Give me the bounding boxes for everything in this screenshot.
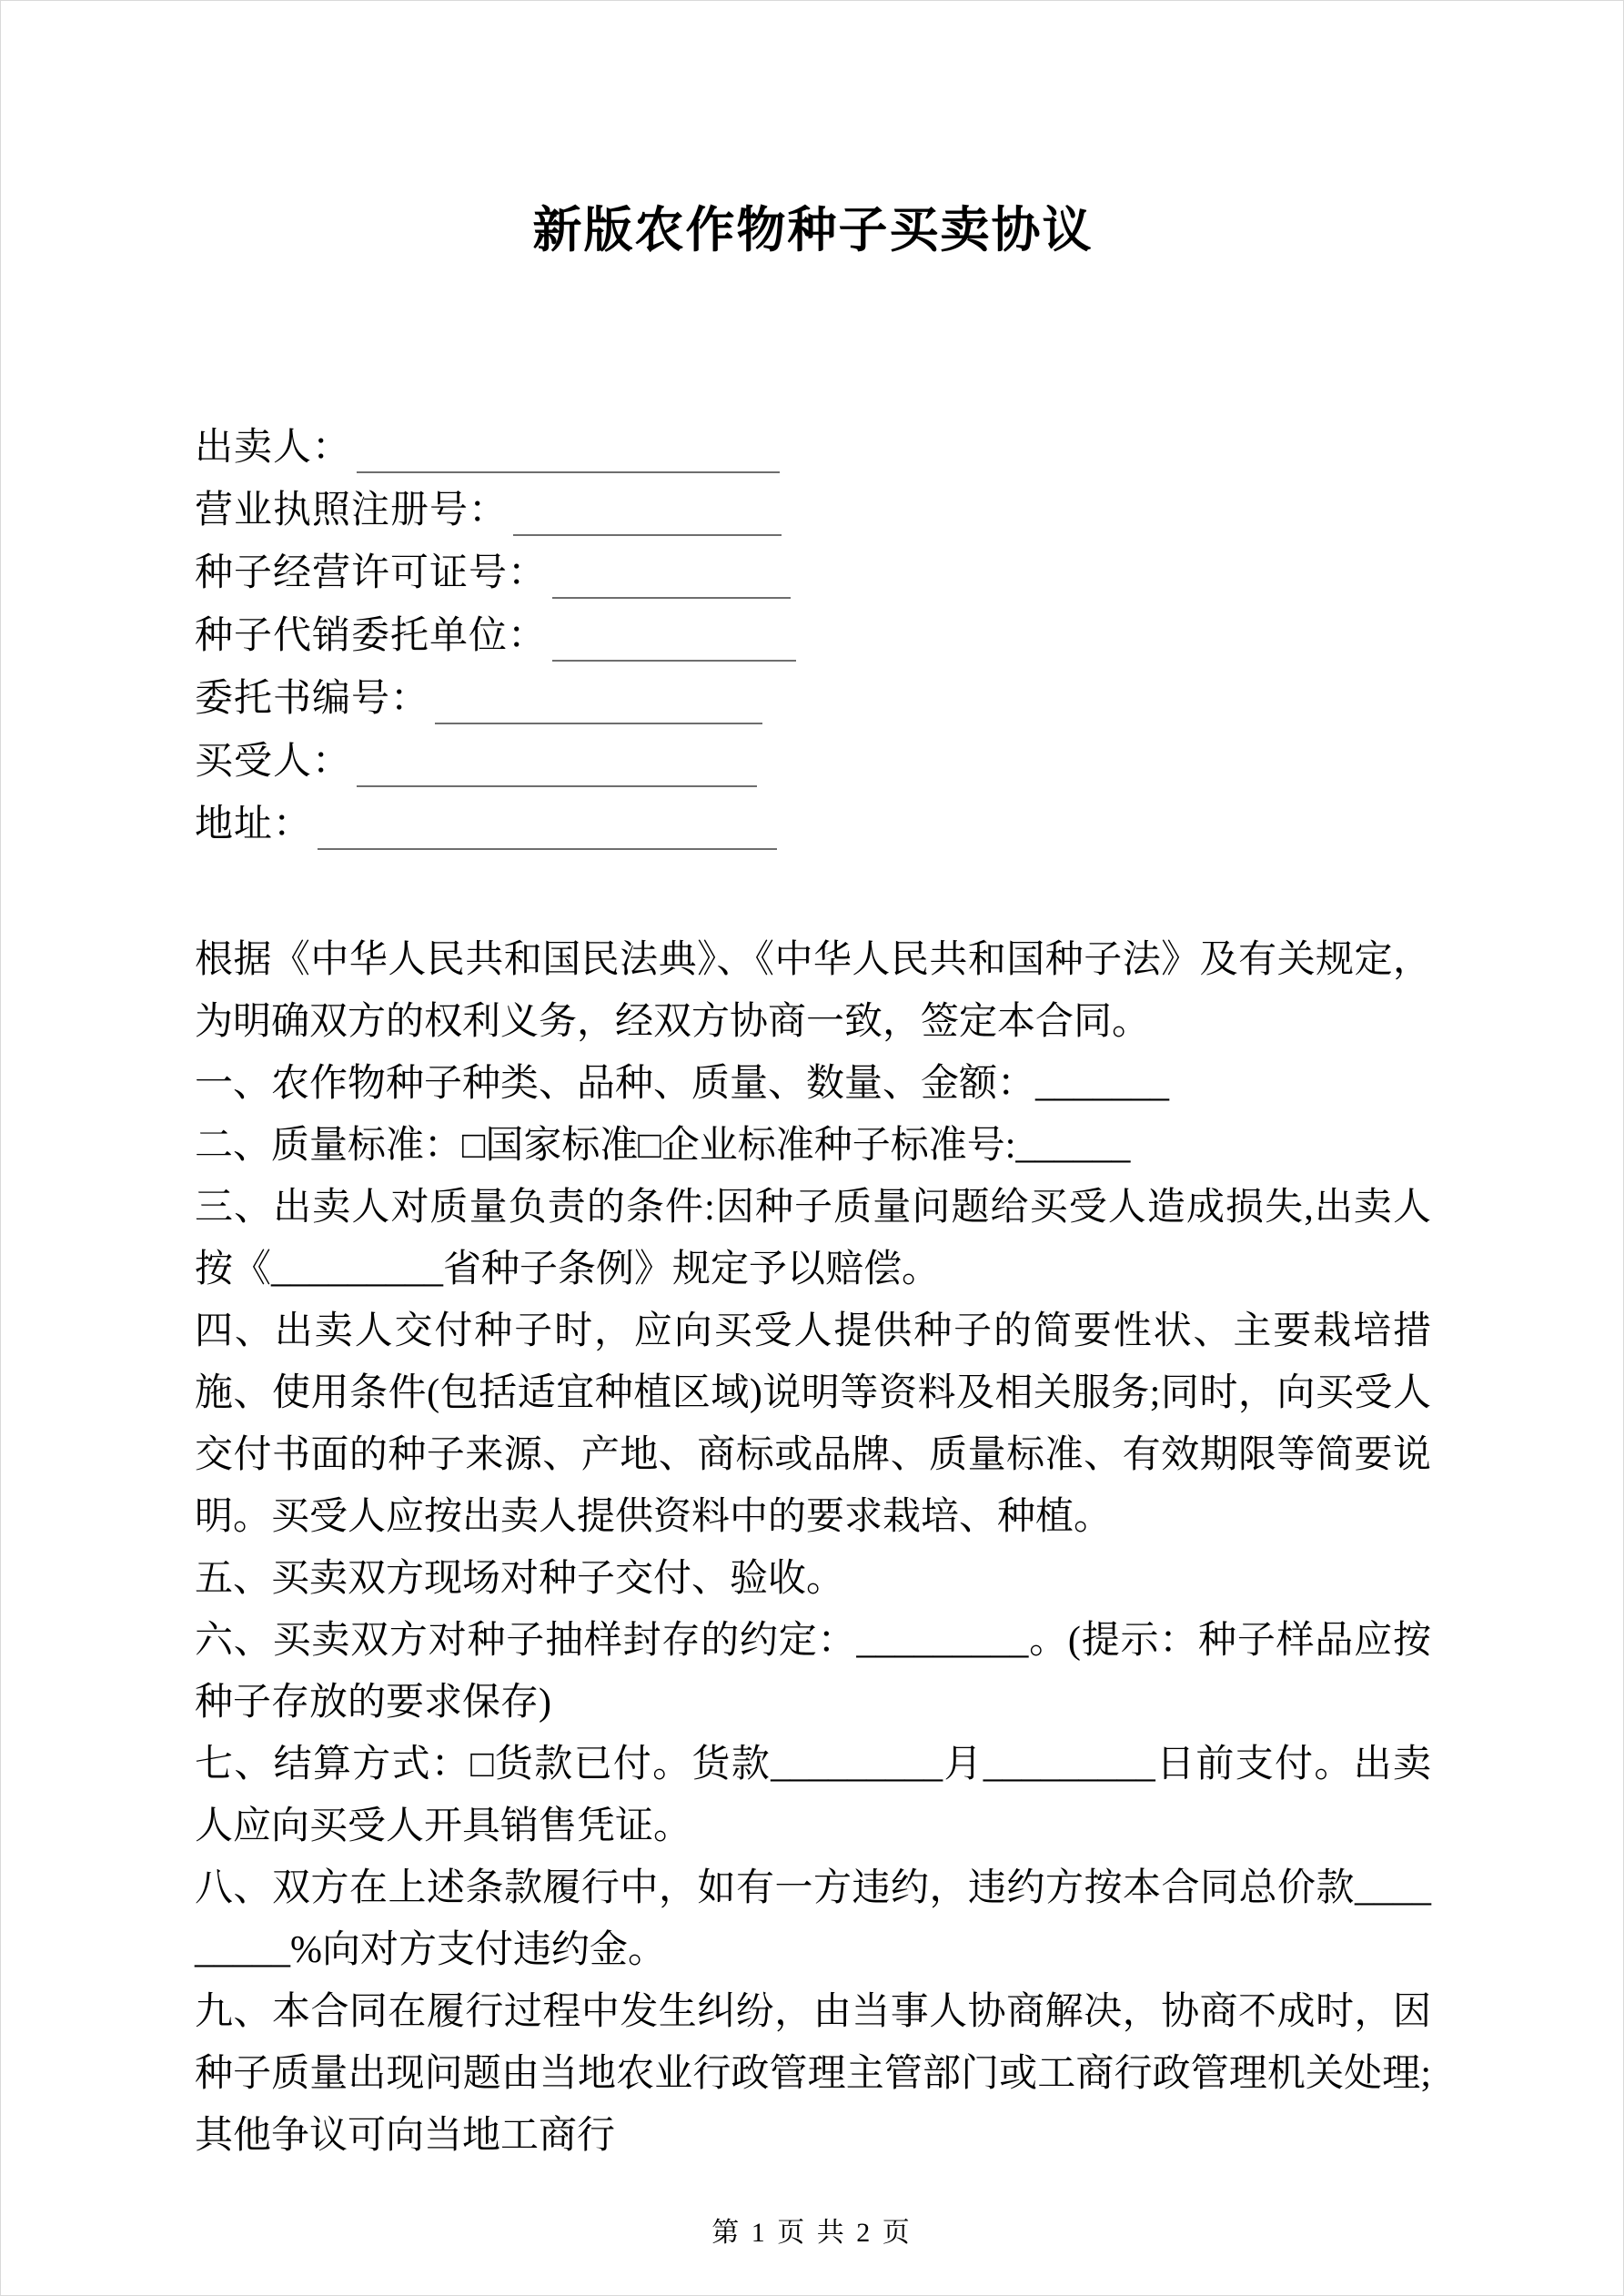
field-label-seller: 出卖人：	[195, 427, 352, 469]
form-field-row	[195, 417, 1431, 480]
clause-8: 八、双方在上述条款履行中，如有一方违约，违约方按本合同总价款_________%向对方支付违约金。	[195, 1867, 1431, 1971]
page-footer: 第 1 页 共 2 页	[711, 2218, 913, 2248]
clause-3: 三、出卖人对质量负责的条件:因种子质量问题给买受人造成损失,出卖人按《_________省种子条例》规定予以赔偿。	[195, 1187, 1431, 1290]
field-label-address: 地址：	[195, 804, 313, 845]
clause-9: 九、本合同在履行过程中发生纠纷，由当事人协商解决，协商不成时，因种子质量出现问题由当地农业行政管理主管部门或工商行政管理机关处理;其他争议可向当地工商行	[195, 1991, 1431, 2157]
field-label-authorization-number: 委托书编号：	[195, 678, 430, 720]
form-field-row	[195, 480, 1431, 542]
contract-intro: 根据《中华人民共和国民法典》、《中华人民共和国种子法》及有关规定，为明确双方的权利义务，经双方协商一致，签定本合同。	[195, 939, 1431, 1043]
clause-1: 一、农作物种子种类、品种、质量、数量、金额：_______	[195, 1063, 1170, 1105]
form-field-row	[195, 605, 1431, 668]
form-field-row	[195, 731, 1431, 794]
clause-5: 五、买卖双方现场对种子交付、验收。	[195, 1558, 845, 1600]
field-blank-line	[435, 683, 762, 724]
field-label-buyer: 买受人：	[195, 741, 352, 783]
field-blank-line	[552, 557, 791, 599]
document-title: 新版农作物种子买卖协议	[532, 203, 1094, 258]
clause-2: 二、质量标准：□国家标准□企业标准种子标准号:______	[195, 1125, 1131, 1167]
contract-body	[195, 929, 1431, 2167]
clause-4: 四、出卖人交付种子时，应向买受人提供种子的简要性状、主要栽培措施、使用条件(包括适宜种植区域)说明等资料及相关服务;同时，向买受人交付书面的种子来源、产地、商标或品牌、质量标准、有效期限等简要说明。买受人应按出卖人提供资料中的要求栽培、种植。	[195, 1310, 1431, 1538]
clause-7: 七、结算方式：□货款已付。货款_________月_________日前支付。出卖人应向买受人开具销售凭证。	[195, 1744, 1431, 1847]
clause-6: 六、买卖双方对种子抽样封存的约定：_________。(提示：种子样品应按种子存放的要求保存)	[195, 1620, 1431, 1724]
field-blank-line	[552, 620, 796, 662]
field-label-business-license: 营业执照注册号：	[195, 490, 509, 531]
form-field-row	[195, 542, 1431, 605]
form-field-row	[195, 668, 1431, 731]
form-field-row	[195, 794, 1431, 856]
field-blank-line	[513, 494, 782, 536]
field-blank-line	[357, 745, 757, 787]
field-label-seed-license: 种子经营许可证号：	[195, 552, 548, 594]
field-blank-line	[357, 431, 780, 473]
field-label-agency-unit: 种子代销委托单位：	[195, 615, 548, 657]
form-fields-section	[195, 417, 1431, 856]
field-blank-line	[318, 808, 777, 850]
